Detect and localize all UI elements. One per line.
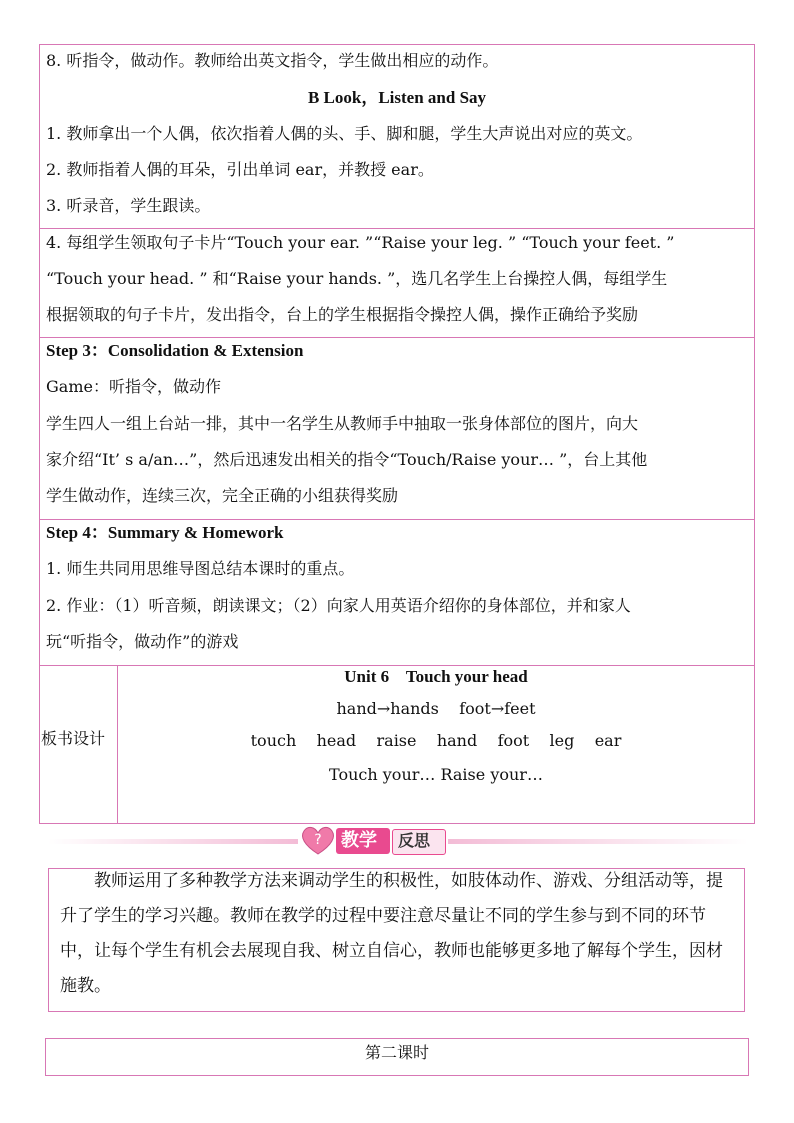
row-divider: [39, 228, 755, 229]
banner-word-teaching: 教学: [341, 830, 377, 851]
svg-text:?: ?: [314, 832, 322, 848]
reflection-paragraph: 教师运用了多种教学方法来调动学生的积极性，如肢体动作、游戏、分组活动等，提升了学生的学习兴趣。教师在教学的过程中要注意尽量让不同的学生参与到不同的环节中，让每个学生有机会去展现自我、树立自信心，教师也能够更多地了解每个学生，因材施教。: [60, 871, 723, 996]
banner-rule-left: [48, 839, 298, 844]
banner-word-reflection: 反思: [398, 831, 431, 850]
section-heading: B Look，Listen and Say: [307, 88, 487, 107]
heart-question-icon: [298, 823, 338, 857]
row-divider: [39, 519, 755, 520]
instruction-line: 3. 听录音，学生跟读。: [46, 196, 211, 215]
table-border-right: [754, 44, 755, 823]
table-border-bottom: [39, 823, 755, 824]
board-line: hand→hands foot→feet: [336, 699, 536, 718]
instruction-line: 学生做动作，连续三次，完全正确的小组获得奖励: [46, 486, 399, 505]
board-line: touch head raise hand foot leg ear: [250, 731, 622, 750]
instruction-line: 2. 作业：（1）听音频，朗读课文；（2）向家人用英语介绍你的身体部位，并和家人: [46, 596, 631, 615]
instruction-line: 学生四人一组上台站一排，其中一名学生从教师手中抽取一张身体部位的图片，向大: [46, 414, 639, 433]
instruction-line: Game：听指令，做动作: [46, 377, 221, 396]
instruction-line: 2. 教师指着人偶的耳朵，引出单词 ear，并教授 ear。: [46, 160, 434, 179]
banner-rule-right: [448, 839, 748, 844]
instruction-line: 8. 听指令，做动作。教师给出英文指令，学生做出相应的动作。: [46, 51, 499, 70]
reflection-text: [60, 864, 732, 1004]
row-divider: [39, 337, 755, 338]
instruction-line: “Touch your head. ” 和“Raise your hands. ”，选几名学生上台操控人偶，每组学生: [46, 269, 668, 288]
instruction-line: 1. 教师拿出一个人偶，依次指着人偶的头、手、脚和腿，学生大声说出对应的英文。: [46, 124, 643, 143]
instruction-line: 玩“听指令，做动作”的游戏: [46, 632, 239, 651]
instruction-line: 4. 每组学生领取句子卡片“Touch your ear. ”“Raise your leg. ” “Touch your feet. ”: [46, 233, 675, 252]
table-border-left: [39, 44, 40, 823]
instruction-line: 根据领取的句子卡片，发出指令，台上的学生根据指令操控人偶，操作正确给予奖励: [46, 305, 639, 324]
table-border-top: [39, 44, 755, 45]
board-title: Unit 6 Touch your head: [344, 667, 528, 686]
board-design-label: 板书设计: [41, 729, 106, 748]
instruction-line: 1. 师生共同用思维导图总结本课时的重点。: [46, 559, 355, 578]
next-lesson-label: 第二课时: [364, 1043, 429, 1062]
step-heading: Step 4：Summary & Homework: [46, 523, 284, 542]
instruction-line: 家介绍“It’ s a/an…”，然后迅速发出相关的指令“Touch/Raise your… ”，台上其他: [46, 450, 648, 469]
step-heading: Step 3：Consolidation & Extension: [46, 341, 304, 360]
board-line: Touch your… Raise your…: [329, 765, 543, 784]
row-divider: [39, 665, 755, 666]
